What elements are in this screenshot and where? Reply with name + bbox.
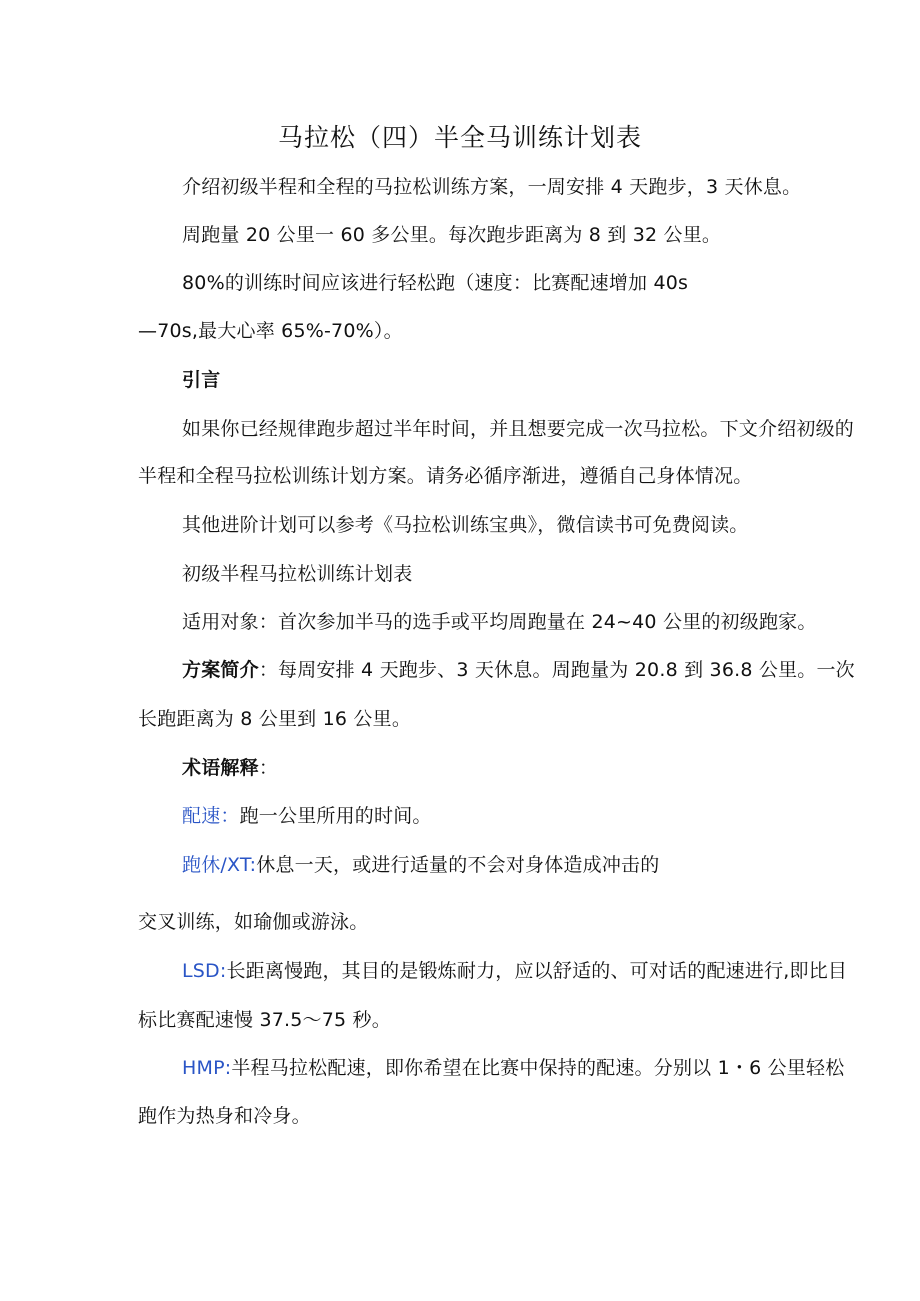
term-hmp [182, 1055, 844, 1081]
terms-heading: 术语解释 [182, 757, 259, 779]
intro-line-3a: 80%的训练时间应该进行轻松跑（速度：比赛配速增加 40s [182, 272, 689, 294]
intro-line-1: 介绍初级半程和全程的马拉松训练方案，一周安排 4 天跑步，3 天休息。 [182, 176, 802, 198]
term-lsd [182, 958, 847, 984]
term-rest-label: 跑休/XT: [182, 854, 257, 876]
term-hmp-definition-b: 跑作为热身和冷身。 [138, 1105, 311, 1127]
document-title: 马拉松（四）半全马训练计划表 [277, 123, 642, 152]
term-pace-label: 配速： [182, 805, 240, 827]
preface-heading: 引言 [182, 369, 221, 391]
term-lsd-label: LSD: [182, 960, 227, 982]
term-lsd-definition-a: 长距离慢跑，其目的是锻炼耐力，应以舒适的、可对话的配速进行,即比目 [226, 960, 848, 982]
term-pace-definition: 跑一公里所用的时间。 [239, 805, 432, 827]
preface-paragraph-1a: 如果你已经规律跑步超过半年时间，并且想要完成一次马拉松。下文介绍初级的 [182, 418, 855, 440]
term-rest-definition-b: 交叉训练，如瑜伽或游泳。 [138, 911, 369, 933]
term-hmp-label: HMP: [182, 1057, 232, 1079]
term-hmp-definition-a: 半程马拉松配速，即你希望在比赛中保持的配速。分别以 1・6 公里轻松 [231, 1057, 845, 1079]
plan-summary-label: 方案简介 [182, 659, 259, 681]
intro-line-2: 周跑量 20 公里一 60 多公里。每次跑步距离为 8 到 32 公里。 [182, 224, 722, 246]
terms-heading-line [182, 755, 278, 781]
term-rest-definition-a: 休息一天，或进行适量的不会对身体造成冲击的 [256, 854, 660, 876]
term-rest [182, 852, 659, 878]
terms-heading-colon: ： [258, 757, 279, 779]
intro-line-3b: —70s,最大心率 65%-70%）。 [138, 320, 403, 342]
plan-summary-line-a [182, 657, 855, 683]
term-pace [182, 803, 432, 829]
plan-summary-text: ：每周安排 4 天跑步、3 天休息。周跑量为 20.8 到 36.8 公里。一次 [258, 659, 855, 681]
plan-summary-line-b: 长跑距离为 8 公里到 16 公里。 [138, 708, 412, 730]
term-lsd-definition-b: 标比赛配速慢 37.5〜75 秒。 [138, 1009, 391, 1031]
preface-paragraph-2: 其他进阶计划可以参考《马拉松训练宝典》，微信读书可免费阅读。 [182, 514, 749, 536]
plan-table-title: 初级半程马拉松训练计划表 [182, 563, 413, 585]
preface-paragraph-1b: 半程和全程马拉松训练计划方案。请务必循序渐进，遵循自己身体情况。 [138, 465, 753, 487]
audience-paragraph: 适用对象：首次参加半马的选手或平均周跑量在 24~40 公里的初级跑家。 [182, 611, 817, 633]
